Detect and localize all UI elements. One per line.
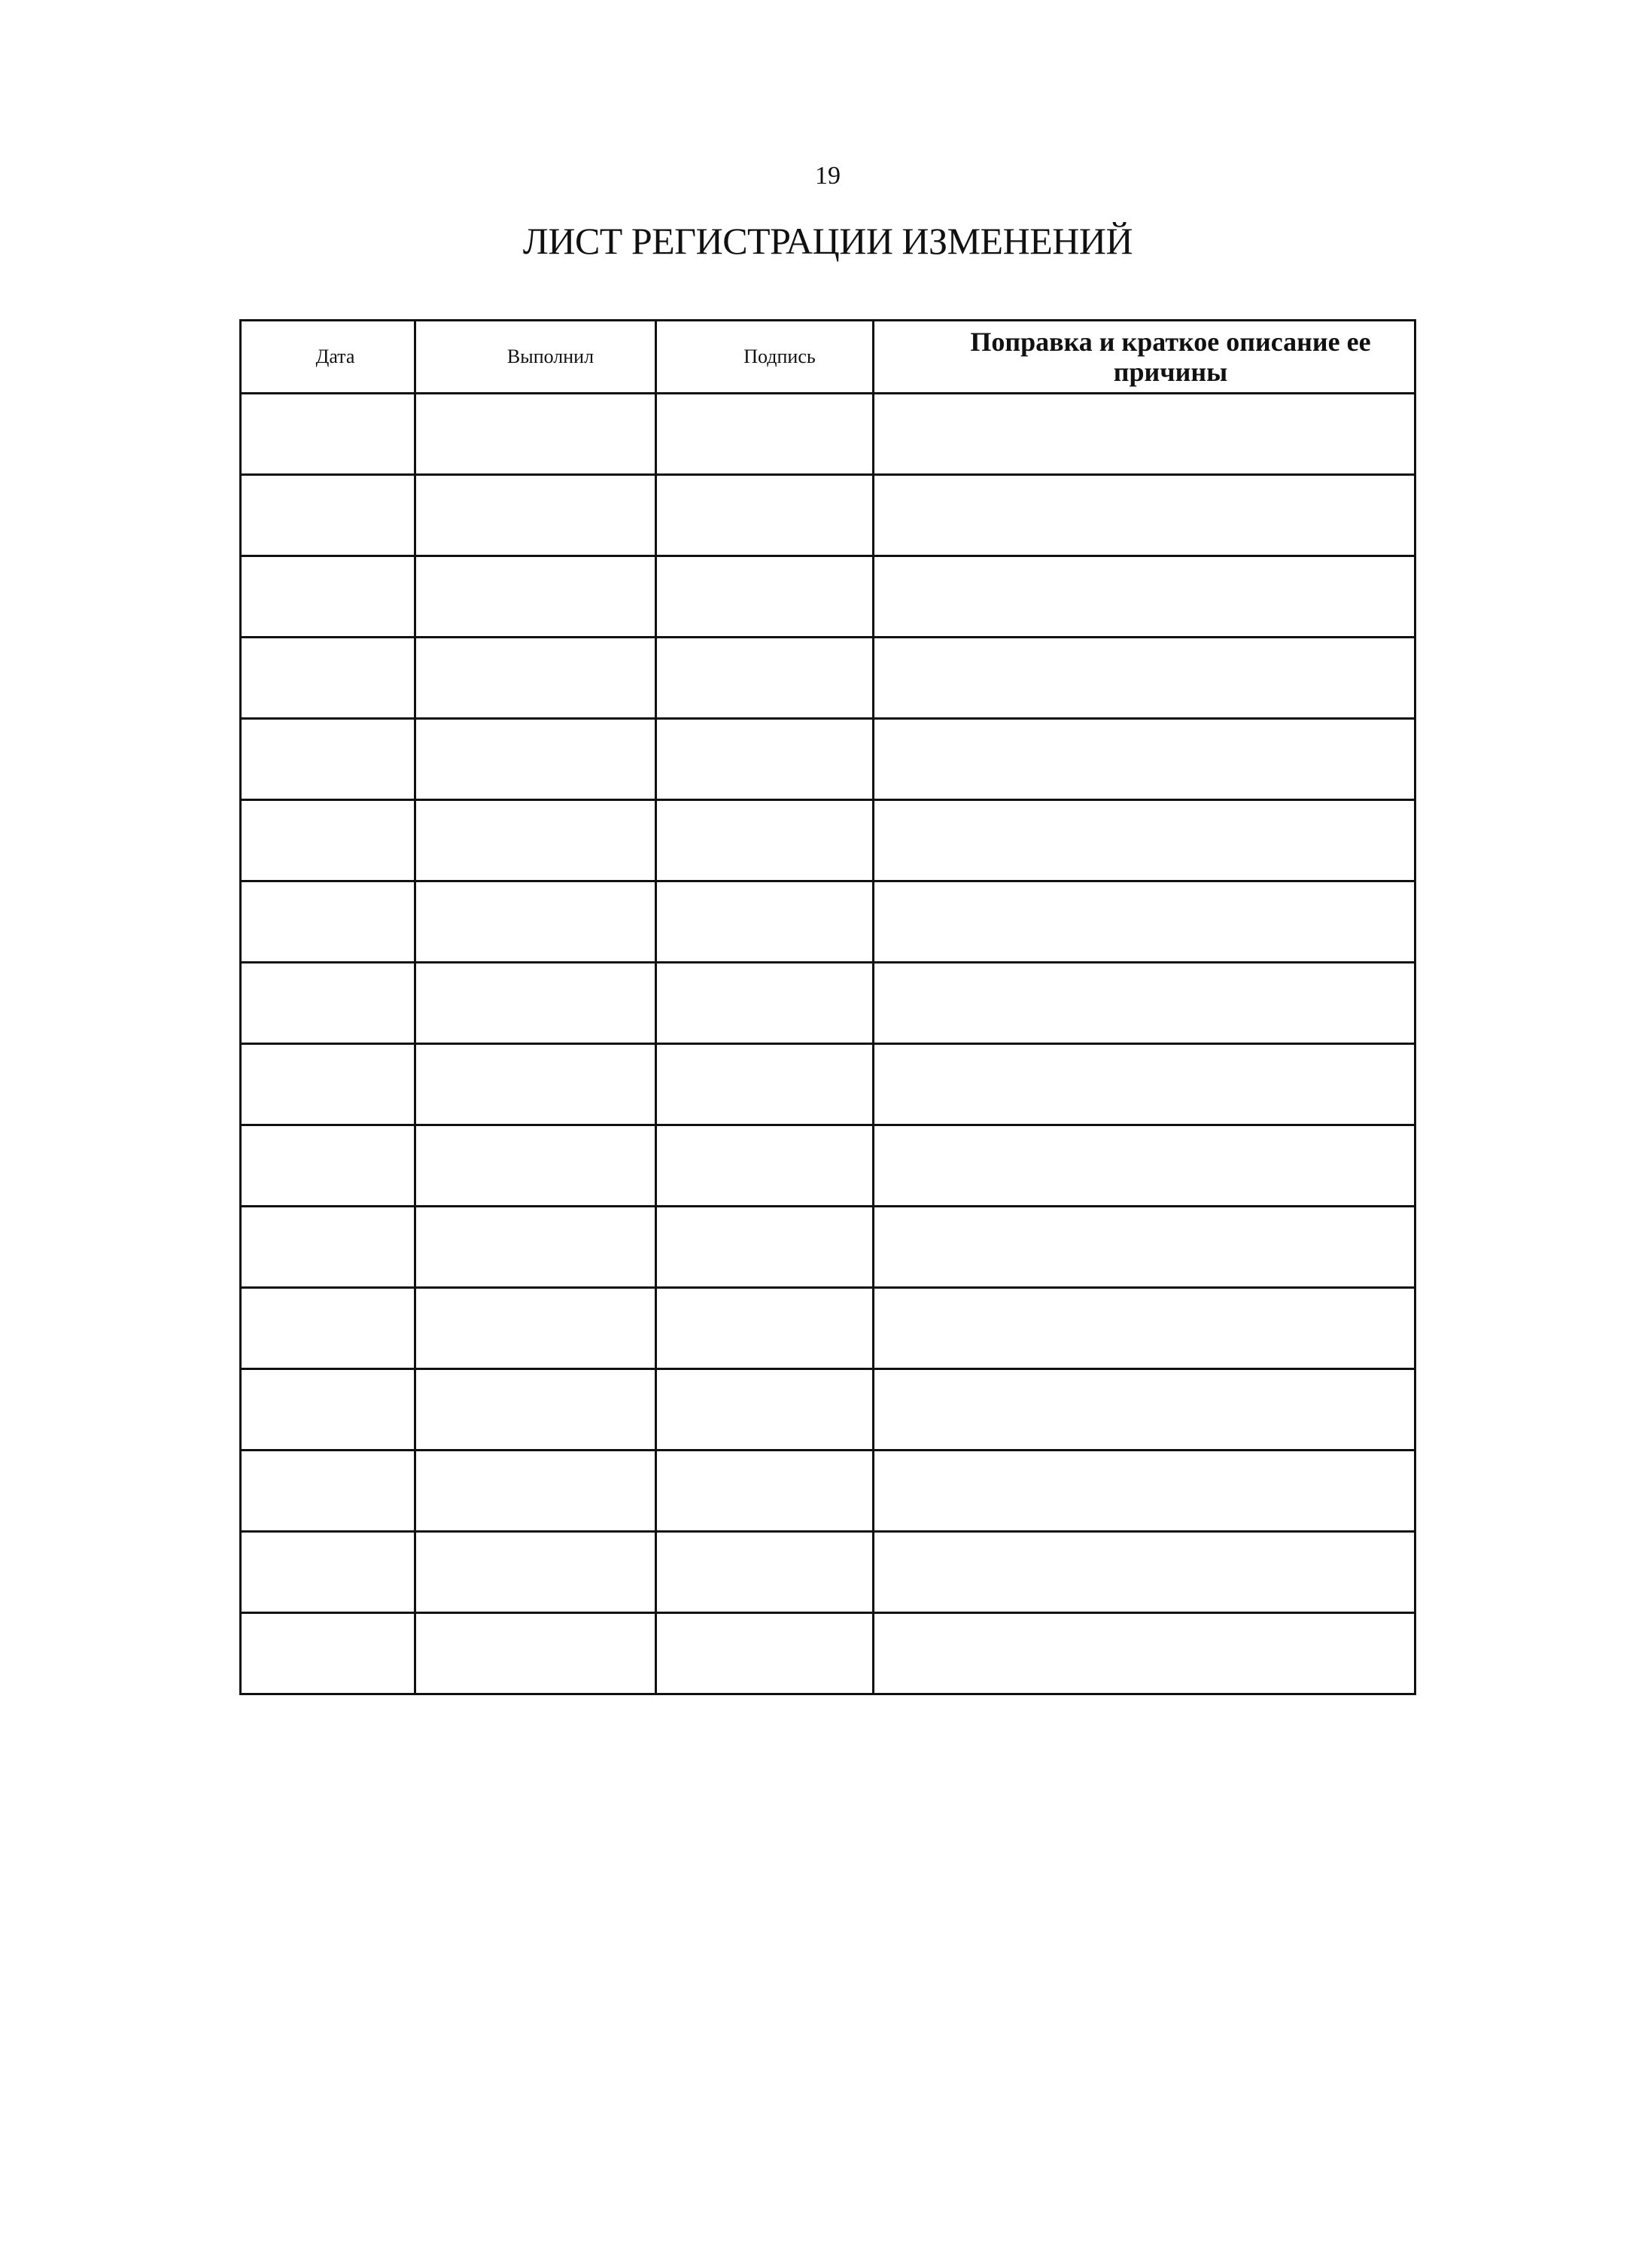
- description-cell: [874, 800, 1415, 881]
- description-cell: [874, 963, 1415, 1044]
- signature-cell: [656, 800, 874, 881]
- performed-by-cell: [415, 1207, 656, 1288]
- signature-cell: [656, 394, 874, 475]
- signature-cell: [656, 556, 874, 638]
- performed-by-cell: [415, 963, 656, 1044]
- date-cell: [241, 1207, 415, 1288]
- description-cell: [874, 556, 1415, 638]
- performed-by-cell: [415, 1125, 656, 1207]
- table-row: [241, 638, 1415, 719]
- performed-by-cell: [415, 556, 656, 638]
- performed-by-cell: [415, 1044, 656, 1125]
- header-date: Дата: [241, 321, 415, 394]
- table-row: [241, 1532, 1415, 1613]
- description-cell: [874, 1369, 1415, 1451]
- signature-cell: [656, 1125, 874, 1207]
- performed-by-cell: [415, 881, 656, 963]
- description-cell: [874, 1613, 1415, 1694]
- table-row: [241, 1207, 1415, 1288]
- signature-cell: [656, 1044, 874, 1125]
- description-cell: [874, 394, 1415, 475]
- signature-cell: [656, 1369, 874, 1451]
- header-performed-by: Выполнил: [415, 321, 656, 394]
- signature-cell: [656, 881, 874, 963]
- page-number: 19: [815, 162, 841, 190]
- performed-by-cell: [415, 1532, 656, 1613]
- description-cell: [874, 881, 1415, 963]
- page-title: ЛИСТ РЕГИСТРАЦИИ ИЗМЕНЕНИЙ: [522, 220, 1133, 262]
- signature-cell: [656, 1451, 874, 1532]
- performed-by-cell: [415, 1451, 656, 1532]
- signature-cell: [656, 1613, 874, 1694]
- description-cell: [874, 475, 1415, 556]
- description-cell: [874, 638, 1415, 719]
- description-cell: [874, 1044, 1415, 1125]
- date-cell: [241, 881, 415, 963]
- table-row: [241, 1369, 1415, 1451]
- table-row: [241, 556, 1415, 638]
- date-cell: [241, 800, 415, 881]
- header-description: Поправка и краткое описание ее причины: [874, 321, 1415, 394]
- table-row: [241, 881, 1415, 963]
- description-cell: [874, 1288, 1415, 1369]
- table-row: [241, 800, 1415, 881]
- description-cell: [874, 1125, 1415, 1207]
- performed-by-cell: [415, 394, 656, 475]
- signature-cell: [656, 638, 874, 719]
- description-cell: [874, 1451, 1415, 1532]
- date-cell: [241, 1044, 415, 1125]
- header-signature: Подпись: [656, 321, 874, 394]
- date-cell: [241, 719, 415, 800]
- table-row: [241, 1451, 1415, 1532]
- signature-cell: [656, 1532, 874, 1613]
- table-row: [241, 1125, 1415, 1207]
- signature-cell: [656, 719, 874, 800]
- table-row: [241, 475, 1415, 556]
- date-cell: [241, 475, 415, 556]
- table-header-row: [241, 321, 1415, 394]
- date-cell: [241, 638, 415, 719]
- date-cell: [241, 1613, 415, 1694]
- signature-cell: [656, 1207, 874, 1288]
- table-row: [241, 1613, 1415, 1694]
- performed-by-cell: [415, 1288, 656, 1369]
- table-row: [241, 719, 1415, 800]
- signature-cell: [656, 1288, 874, 1369]
- signature-cell: [656, 963, 874, 1044]
- table-row: [241, 394, 1415, 475]
- date-cell: [241, 1125, 415, 1207]
- performed-by-cell: [415, 800, 656, 881]
- performed-by-cell: [415, 1369, 656, 1451]
- date-cell: [241, 1369, 415, 1451]
- table-row: [241, 1044, 1415, 1125]
- signature-cell: [656, 475, 874, 556]
- date-cell: [241, 1288, 415, 1369]
- table-row: [241, 1288, 1415, 1369]
- date-cell: [241, 556, 415, 638]
- date-cell: [241, 394, 415, 475]
- change-register-table: [239, 319, 1416, 1695]
- description-cell: [874, 1207, 1415, 1288]
- date-cell: [241, 1532, 415, 1613]
- performed-by-cell: [415, 638, 656, 719]
- table-body: [241, 394, 1415, 1694]
- table-row: [241, 963, 1415, 1044]
- date-cell: [241, 963, 415, 1044]
- performed-by-cell: [415, 1613, 656, 1694]
- performed-by-cell: [415, 475, 656, 556]
- description-cell: [874, 1532, 1415, 1613]
- performed-by-cell: [415, 719, 656, 800]
- date-cell: [241, 1451, 415, 1532]
- description-cell: [874, 719, 1415, 800]
